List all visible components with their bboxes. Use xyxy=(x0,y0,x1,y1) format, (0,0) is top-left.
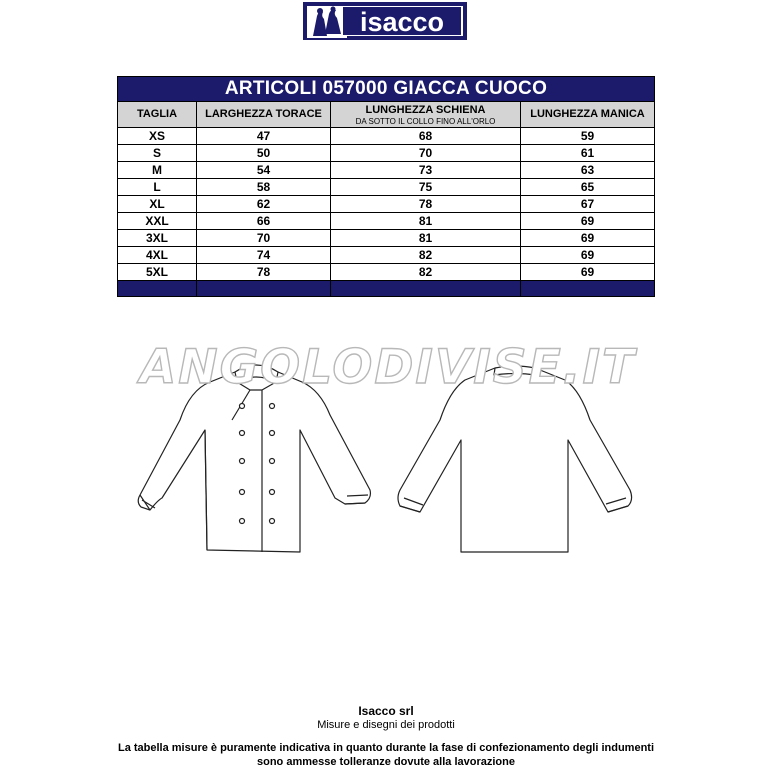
footer-cell xyxy=(331,281,521,297)
cell-lunghezza-schiena: 68 xyxy=(331,128,521,145)
brand-name: isacco xyxy=(343,7,461,35)
cell-lunghezza-schiena: 75 xyxy=(331,179,521,196)
logo-frame xyxy=(306,5,464,37)
cell-taglia: XXL xyxy=(118,213,197,230)
disclaimer-line-1: La tabella misure è puramente indicativa in quanto durante la fase di confezionamento degli indumenti xyxy=(117,742,655,754)
watermark: ANGOLODIVISE.IT xyxy=(139,340,637,395)
table-row xyxy=(118,179,655,196)
table-row xyxy=(118,230,655,247)
cell-larghezza-torace: 74 xyxy=(197,247,331,264)
cell-lunghezza-schiena: 70 xyxy=(331,145,521,162)
size-table xyxy=(117,76,655,297)
cell-larghezza-torace: 54 xyxy=(197,162,331,179)
cell-lunghezza-manica: 65 xyxy=(521,179,655,196)
cell-lunghezza-manica: 59 xyxy=(521,128,655,145)
cell-lunghezza-manica: 67 xyxy=(521,196,655,213)
footer-cell xyxy=(118,281,197,297)
cell-taglia: XS xyxy=(118,128,197,145)
table-row xyxy=(118,162,655,179)
cell-lunghezza-schiena: 78 xyxy=(331,196,521,213)
cell-lunghezza-schiena: 81 xyxy=(331,213,521,230)
table-footer-row xyxy=(118,281,655,297)
cell-lunghezza-manica: 69 xyxy=(521,213,655,230)
company-subtitle: Misure e disegni dei prodotti xyxy=(317,719,455,731)
cell-larghezza-torace: 70 xyxy=(197,230,331,247)
cell-larghezza-torace: 58 xyxy=(197,179,331,196)
table-row xyxy=(118,145,655,162)
cell-larghezza-torace: 47 xyxy=(197,128,331,145)
footer-cell xyxy=(197,281,331,297)
table-header-row xyxy=(118,102,655,128)
chef-emblem-icon xyxy=(307,6,347,38)
disclaimer xyxy=(0,741,772,769)
table-title: ARTICOLI 057000 GIACCA CUOCO xyxy=(118,77,655,102)
cell-lunghezza-manica: 61 xyxy=(521,145,655,162)
cell-lunghezza-manica: 69 xyxy=(521,247,655,264)
company-name: Isacco srl xyxy=(358,704,414,718)
header-taglia: TAGLIA xyxy=(118,102,197,128)
cell-taglia: 4XL xyxy=(118,247,197,264)
cell-lunghezza-manica: 69 xyxy=(521,230,655,247)
table-row xyxy=(118,196,655,213)
header-larghezza-torace: LARGHEZZA TORACE xyxy=(197,102,331,128)
table-row xyxy=(118,247,655,264)
cell-lunghezza-manica: 69 xyxy=(521,264,655,281)
cell-larghezza-torace: 50 xyxy=(197,145,331,162)
header-lunghezza-manica: LUNGHEZZA MANICA xyxy=(521,102,655,128)
header-lunghezza-schiena-sub: DA SOTTO IL COLLO FINO ALL'ORLO xyxy=(355,116,496,126)
cell-taglia: L xyxy=(118,179,197,196)
cell-lunghezza-schiena: 82 xyxy=(331,247,521,264)
table-body xyxy=(118,128,655,281)
cell-taglia: XL xyxy=(118,196,197,213)
header-lunghezza-schiena-label: LUNGHEZZA SCHIENA xyxy=(365,103,486,116)
header-lunghezza-schiena xyxy=(331,102,521,128)
footer-cell xyxy=(521,281,655,297)
table-row xyxy=(118,128,655,145)
cell-larghezza-torace: 66 xyxy=(197,213,331,230)
cell-lunghezza-schiena: 82 xyxy=(331,264,521,281)
table-row xyxy=(118,264,655,281)
cell-taglia: S xyxy=(118,145,197,162)
isacco-logo xyxy=(303,2,467,40)
disclaimer-line-2: sono ammesse tolleranze dovute alla lavorazione xyxy=(257,756,515,768)
table-row xyxy=(118,213,655,230)
table-title-row xyxy=(118,77,655,102)
cell-taglia: M xyxy=(118,162,197,179)
cell-taglia: 3XL xyxy=(118,230,197,247)
cell-lunghezza-manica: 63 xyxy=(521,162,655,179)
cell-taglia: 5XL xyxy=(118,264,197,281)
cell-larghezza-torace: 78 xyxy=(197,264,331,281)
cell-lunghezza-schiena: 81 xyxy=(331,230,521,247)
cell-larghezza-torace: 62 xyxy=(197,196,331,213)
cell-lunghezza-schiena: 73 xyxy=(331,162,521,179)
